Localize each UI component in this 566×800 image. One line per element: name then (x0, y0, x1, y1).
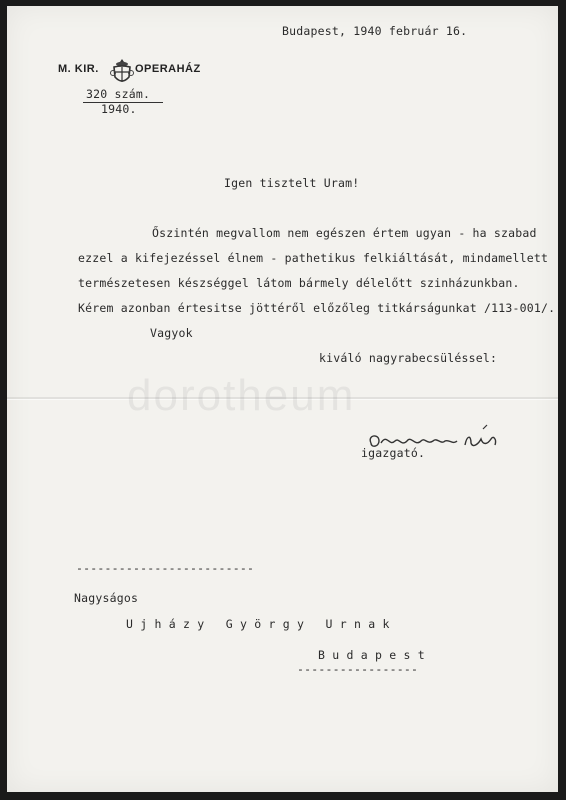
letterhead-right: OPERAHÁZ (135, 63, 201, 75)
letterhead-left: M. KIR. (58, 63, 99, 75)
watermark: dorotheum (127, 371, 356, 420)
signature-title: igazgató. (361, 446, 426, 460)
salutation: Igen tisztelt Uram! (224, 176, 360, 190)
recipient-city-underline: ----------------- (297, 662, 419, 676)
body-line-1: Őszintén megvallom nem egészen értem ugyan - ha szabad (152, 226, 537, 240)
reference-number: 320 szám. (86, 87, 151, 101)
body-line-3: természetesen készséggel látom bármely délelőtt szinházunkban. (78, 276, 520, 290)
body-line-2: ezzel a kifejezéssel élnem - pathetikus felkiáltását, mindamellett (78, 251, 549, 265)
letter-date: Budapest, 1940 február 16. (282, 24, 468, 38)
vagyok-text: Vagyok (150, 326, 193, 340)
closing-text: kiváló nagyrabecsüléssel: (319, 351, 498, 365)
recipient-name: U j h á z y G y ö r g y U r n a k (126, 617, 390, 631)
separator-line: ------------------------- (76, 561, 255, 575)
letter-page (7, 6, 558, 792)
body-line-4: Kérem azonban értesitse jöttéről előzőleg titkárságunkat /113-001/. (78, 301, 556, 315)
recipient-salutation: Nagyságos (74, 591, 139, 605)
recipient-city: B u d a p e s t (318, 648, 425, 662)
hungarian-crest-icon (110, 58, 134, 86)
reference-year: 1940. (101, 102, 137, 116)
